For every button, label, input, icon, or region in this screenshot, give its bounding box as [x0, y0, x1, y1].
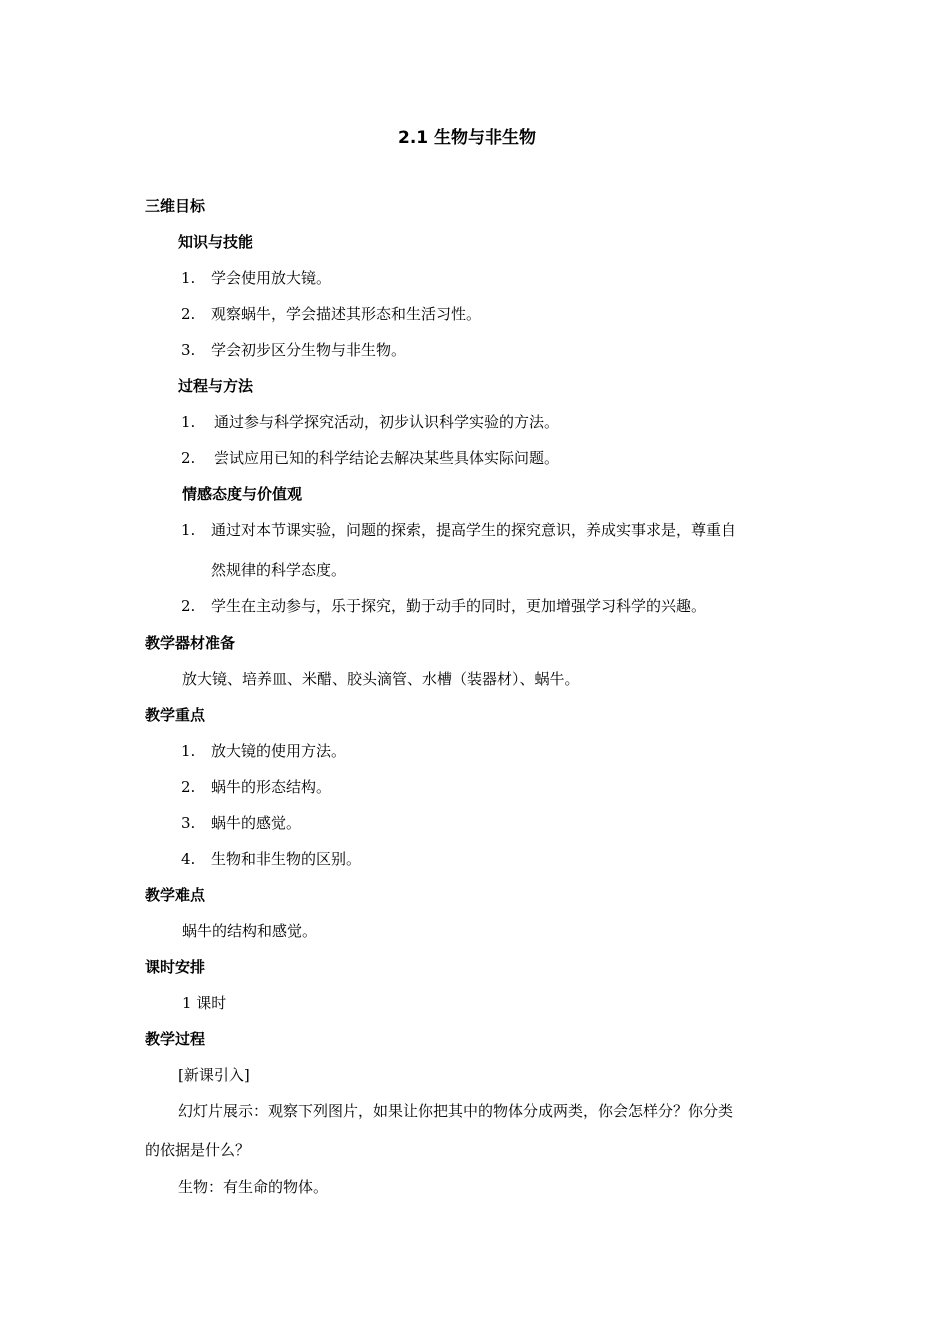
paragraph-continuation: 的依据是什么？ [145, 1141, 251, 1159]
list-text: 学会使用放大镜。 [211, 269, 332, 287]
list-item [181, 777, 331, 797]
list-number: 3. [181, 341, 196, 359]
list-number: 2. [181, 778, 196, 796]
list-text: 通过参与科学探究活动，初步认识科学实验的方法。 [214, 413, 560, 431]
list-number: 2. [181, 449, 196, 467]
subheading-new-lesson: [新课引入] [178, 1066, 250, 1084]
subheading-knowledge: 知识与技能 [178, 233, 254, 251]
list-text: 尝试应用已知的科学结论去解决某些具体实际问题。 [214, 449, 560, 467]
list-number: 4. [181, 850, 196, 868]
list-item [181, 412, 559, 432]
page-title: 2.1 生物与非生物 [398, 128, 537, 148]
list-text: 放大镜的使用方法。 [211, 742, 347, 760]
list-number: 2. [181, 305, 196, 323]
list-item [181, 813, 301, 833]
paragraph: 生物：有生命的物体。 [178, 1178, 329, 1196]
list-number: 1. [181, 269, 196, 287]
list-number: 3. [181, 814, 196, 832]
list-text: 蜗牛的感觉。 [211, 814, 302, 832]
list-item [181, 596, 706, 616]
list-text: 学会初步区分生物与非生物。 [211, 341, 407, 359]
list-number: 2. [181, 597, 196, 615]
list-number: 1. [181, 742, 196, 760]
list-text: 观察蜗牛，学会描述其形态和生活习性。 [211, 305, 482, 323]
heading-goals: 三维目标 [145, 197, 206, 215]
list-text: 蜗牛的形态结构。 [211, 778, 332, 796]
list-item [181, 448, 559, 468]
heading-difficulty: 教学难点 [145, 886, 206, 904]
heading-teaching-process: 教学过程 [145, 1030, 206, 1048]
list-number: 1. [181, 413, 196, 431]
list-item-continuation: 然规律的科学态度。 [211, 561, 347, 579]
list-text: 通过对本节课实验，问题的探索，提高学生的探究意识，养成实事求是，尊重自 [211, 521, 737, 539]
list-item [181, 520, 736, 540]
list-item [181, 849, 361, 869]
list-item [181, 304, 481, 324]
list-item [181, 340, 406, 360]
list-item [181, 268, 331, 288]
paragraph: 幻灯片展示：观察下列图片，如果让你把其中的物体分成两类，你会怎样分？你分类 [178, 1102, 734, 1120]
heading-materials: 教学器材准备 [145, 634, 236, 652]
materials-text: 放大镜、培养皿、米醋、胶头滴管、水槽（装器材）、蜗牛。 [182, 670, 580, 688]
subheading-emotion: 情感态度与价值观 [182, 485, 303, 503]
heading-schedule: 课时安排 [145, 958, 206, 976]
list-text: 生物和非生物的区别。 [211, 850, 362, 868]
schedule-text: 1 课时 [182, 994, 227, 1012]
list-number: 1. [181, 521, 196, 539]
heading-keypoints: 教学重点 [145, 706, 206, 724]
subheading-process: 过程与方法 [178, 377, 254, 395]
list-text: 学生在主动参与，乐于探究，勤于动手的同时，更加增强学习科学的兴趣。 [211, 597, 707, 615]
list-item [181, 741, 346, 761]
difficulty-text: 蜗牛的结构和感觉。 [182, 922, 318, 940]
